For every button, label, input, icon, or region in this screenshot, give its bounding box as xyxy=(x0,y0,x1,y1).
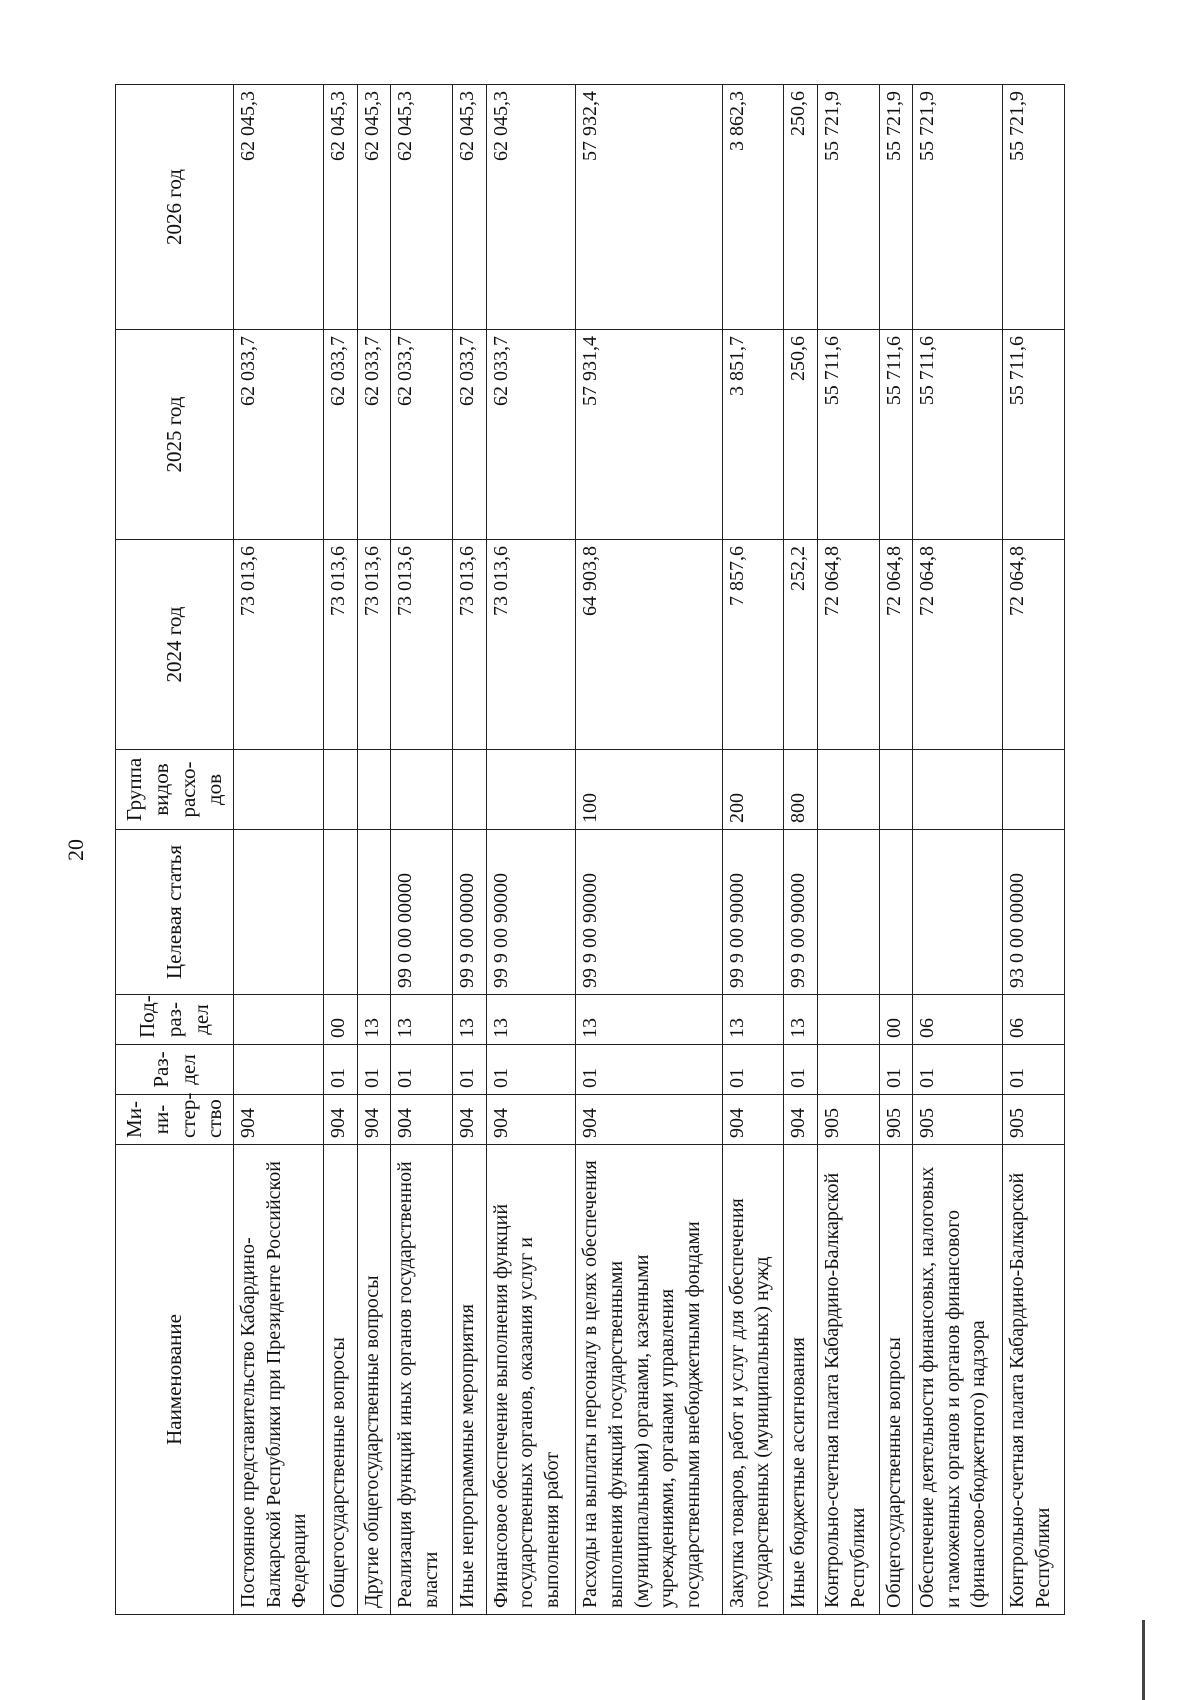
table-row xyxy=(452,85,486,1615)
row-expense-group xyxy=(452,750,486,830)
row-value-2025: 3 851,7 xyxy=(722,330,784,540)
row-section: 01 xyxy=(913,1045,1003,1095)
row-ministry: 905 xyxy=(817,1095,879,1145)
row-target xyxy=(817,830,879,995)
row-value-2026: 3 862,3 xyxy=(722,85,784,330)
page-number: 20 xyxy=(63,839,88,861)
row-subsection: 13 xyxy=(391,995,453,1045)
row-value-2024: 72 064,8 xyxy=(879,540,913,750)
row-target xyxy=(879,830,913,995)
header-2025: 2025 год xyxy=(116,330,234,540)
scan-edge-line xyxy=(1142,1620,1145,1700)
row-ministry: 904 xyxy=(234,1095,324,1145)
row-value-2025: 62 033,7 xyxy=(391,330,453,540)
row-section: 01 xyxy=(357,1045,391,1095)
row-value-2026: 55 721,9 xyxy=(1003,85,1065,330)
row-target: 99 9 00 90000 xyxy=(576,830,722,995)
header-2026: 2026 год xyxy=(116,85,234,330)
row-value-2024: 73 013,6 xyxy=(452,540,486,750)
row-value-2026: 62 045,3 xyxy=(323,85,357,330)
table-row xyxy=(391,85,453,1615)
row-value-2024: 73 013,6 xyxy=(234,540,324,750)
row-name: Финансовое обеспечение выполнения функций государственных органов, оказания услуг и выполнения работ xyxy=(486,1145,576,1615)
row-ministry: 904 xyxy=(576,1095,722,1145)
row-section: 01 xyxy=(1003,1045,1065,1095)
row-value-2024: 73 013,6 xyxy=(323,540,357,750)
row-value-2025: 55 711,6 xyxy=(817,330,879,540)
row-value-2025: 55 711,6 xyxy=(879,330,913,540)
row-name: Другие общегосударственные вопросы xyxy=(357,1145,391,1615)
row-value-2026: 55 721,9 xyxy=(913,85,1003,330)
header-target: Целевая статья xyxy=(116,830,234,995)
row-value-2024: 73 013,6 xyxy=(486,540,576,750)
budget-table xyxy=(115,84,1065,1615)
row-target: 93 0 00 00000 xyxy=(1003,830,1065,995)
row-name: Контрольно-счетная палата Кабардино-Балкарской Республики xyxy=(817,1145,879,1615)
row-name: Реализация функций иных органов государственной власти xyxy=(391,1145,453,1615)
header-name: Наименование xyxy=(116,1145,234,1615)
row-value-2024: 64 903,8 xyxy=(576,540,722,750)
row-value-2025: 55 711,6 xyxy=(1003,330,1065,540)
row-value-2026: 62 045,3 xyxy=(452,85,486,330)
row-expense-group xyxy=(357,750,391,830)
row-section: 01 xyxy=(486,1045,576,1095)
row-value-2026: 62 045,3 xyxy=(357,85,391,330)
row-subsection xyxy=(234,995,324,1045)
table-row xyxy=(817,85,879,1615)
row-name: Контрольно-счетная палата Кабардино-Балкарской Республики xyxy=(1003,1145,1065,1615)
row-section: 01 xyxy=(576,1045,722,1095)
row-subsection: 13 xyxy=(784,995,818,1045)
row-value-2024: 72 064,8 xyxy=(913,540,1003,750)
row-value-2025: 62 033,7 xyxy=(486,330,576,540)
row-value-2025: 62 033,7 xyxy=(234,330,324,540)
row-target: 99 0 00 00000 xyxy=(391,830,453,995)
row-ministry: 904 xyxy=(486,1095,576,1145)
row-expense-group xyxy=(234,750,324,830)
row-target: 99 9 00 90000 xyxy=(486,830,576,995)
row-value-2025: 55 711,6 xyxy=(913,330,1003,540)
row-ministry: 904 xyxy=(784,1095,818,1145)
row-subsection: 00 xyxy=(323,995,357,1045)
header-section: Раз-дел xyxy=(116,1045,234,1095)
row-section xyxy=(817,1045,879,1095)
row-ministry: 904 xyxy=(357,1095,391,1145)
header-ministry: Ми-ни-стер-ство xyxy=(116,1095,234,1145)
row-ministry: 904 xyxy=(391,1095,453,1145)
row-target xyxy=(234,830,324,995)
row-subsection: 13 xyxy=(722,995,784,1045)
row-value-2024: 252,2 xyxy=(784,540,818,750)
row-value-2025: 62 033,7 xyxy=(323,330,357,540)
row-value-2026: 62 045,3 xyxy=(234,85,324,330)
row-expense-group: 100 xyxy=(576,750,722,830)
table-row xyxy=(722,85,784,1615)
row-name: Закупка товаров, работ и услуг для обеспечения государственных (муниципальных) нужд xyxy=(722,1145,784,1615)
row-subsection xyxy=(817,995,879,1045)
row-subsection: 13 xyxy=(576,995,722,1045)
row-value-2026: 62 045,3 xyxy=(391,85,453,330)
row-ministry: 905 xyxy=(1003,1095,1065,1145)
table-body xyxy=(234,85,1065,1615)
row-value-2026: 250,6 xyxy=(784,85,818,330)
header-expense-group: Группа видов расхо-дов xyxy=(116,750,234,830)
row-ministry: 905 xyxy=(879,1095,913,1145)
row-section xyxy=(234,1045,324,1095)
row-subsection: 00 xyxy=(879,995,913,1045)
row-target xyxy=(323,830,357,995)
row-value-2024: 73 013,6 xyxy=(391,540,453,750)
header-subsection: Под-раз-дел xyxy=(116,995,234,1045)
row-section: 01 xyxy=(452,1045,486,1095)
row-subsection: 06 xyxy=(1003,995,1065,1045)
table-row xyxy=(879,85,913,1615)
row-expense-group xyxy=(879,750,913,830)
row-name: Иные бюджетные ассигнования xyxy=(784,1145,818,1615)
row-target xyxy=(913,830,1003,995)
row-ministry: 905 xyxy=(913,1095,1003,1145)
row-expense-group xyxy=(391,750,453,830)
table-row xyxy=(234,85,324,1615)
row-section: 01 xyxy=(323,1045,357,1095)
row-value-2024: 72 064,8 xyxy=(1003,540,1065,750)
row-section: 01 xyxy=(784,1045,818,1095)
header-2024: 2024 год xyxy=(116,540,234,750)
table-header-row xyxy=(116,85,234,1615)
row-subsection: 13 xyxy=(486,995,576,1045)
table-row xyxy=(323,85,357,1615)
row-value-2025: 62 033,7 xyxy=(452,330,486,540)
row-target: 99 9 00 90000 xyxy=(784,830,818,995)
table-row xyxy=(1003,85,1065,1615)
table-row xyxy=(576,85,722,1615)
row-expense-group xyxy=(817,750,879,830)
row-expense-group: 200 xyxy=(722,750,784,830)
row-expense-group: 800 xyxy=(784,750,818,830)
row-value-2026: 55 721,9 xyxy=(879,85,913,330)
row-ministry: 904 xyxy=(722,1095,784,1145)
row-name: Постоянное представительство Кабардино-Балкарской Республики при Президенте Российской Федерации xyxy=(234,1145,324,1615)
row-expense-group xyxy=(323,750,357,830)
row-expense-group xyxy=(913,750,1003,830)
row-subsection: 13 xyxy=(452,995,486,1045)
row-name: Общегосударственные вопросы xyxy=(879,1145,913,1615)
row-target xyxy=(357,830,391,995)
row-value-2026: 62 045,3 xyxy=(486,85,576,330)
row-subsection: 06 xyxy=(913,995,1003,1045)
row-ministry: 904 xyxy=(452,1095,486,1145)
row-expense-group xyxy=(486,750,576,830)
row-target: 99 9 00 00000 xyxy=(452,830,486,995)
row-expense-group xyxy=(1003,750,1065,830)
row-name: Обеспечение деятельности финансовых, налоговых и таможенных органов и органов финансового (финансово-бюджетного) надзора xyxy=(913,1145,1003,1615)
table-row xyxy=(913,85,1003,1615)
row-value-2025: 62 033,7 xyxy=(357,330,391,540)
row-value-2024: 73 013,6 xyxy=(357,540,391,750)
row-ministry: 904 xyxy=(323,1095,357,1145)
table-row xyxy=(486,85,576,1615)
row-value-2024: 72 064,8 xyxy=(817,540,879,750)
row-target: 99 9 00 90000 xyxy=(722,830,784,995)
row-name: Расходы на выплаты персоналу в целях обеспечения выполнения функций государственными (муниципальными) органами, казенными учреждениями, органами управления государственными внебюджетными фондами xyxy=(576,1145,722,1615)
row-value-2024: 7 857,6 xyxy=(722,540,784,750)
row-section: 01 xyxy=(879,1045,913,1095)
row-name: Иные непрограммные мероприятия xyxy=(452,1145,486,1615)
row-section: 01 xyxy=(722,1045,784,1095)
row-value-2026: 55 721,9 xyxy=(817,85,879,330)
row-name: Общегосударственные вопросы xyxy=(323,1145,357,1615)
row-value-2025: 250,6 xyxy=(784,330,818,540)
table-row xyxy=(784,85,818,1615)
row-value-2025: 57 931,4 xyxy=(576,330,722,540)
row-value-2026: 57 932,4 xyxy=(576,85,722,330)
row-subsection: 13 xyxy=(357,995,391,1045)
budget-table-sheet xyxy=(115,85,1065,1615)
row-section: 01 xyxy=(391,1045,453,1095)
table-row xyxy=(357,85,391,1615)
